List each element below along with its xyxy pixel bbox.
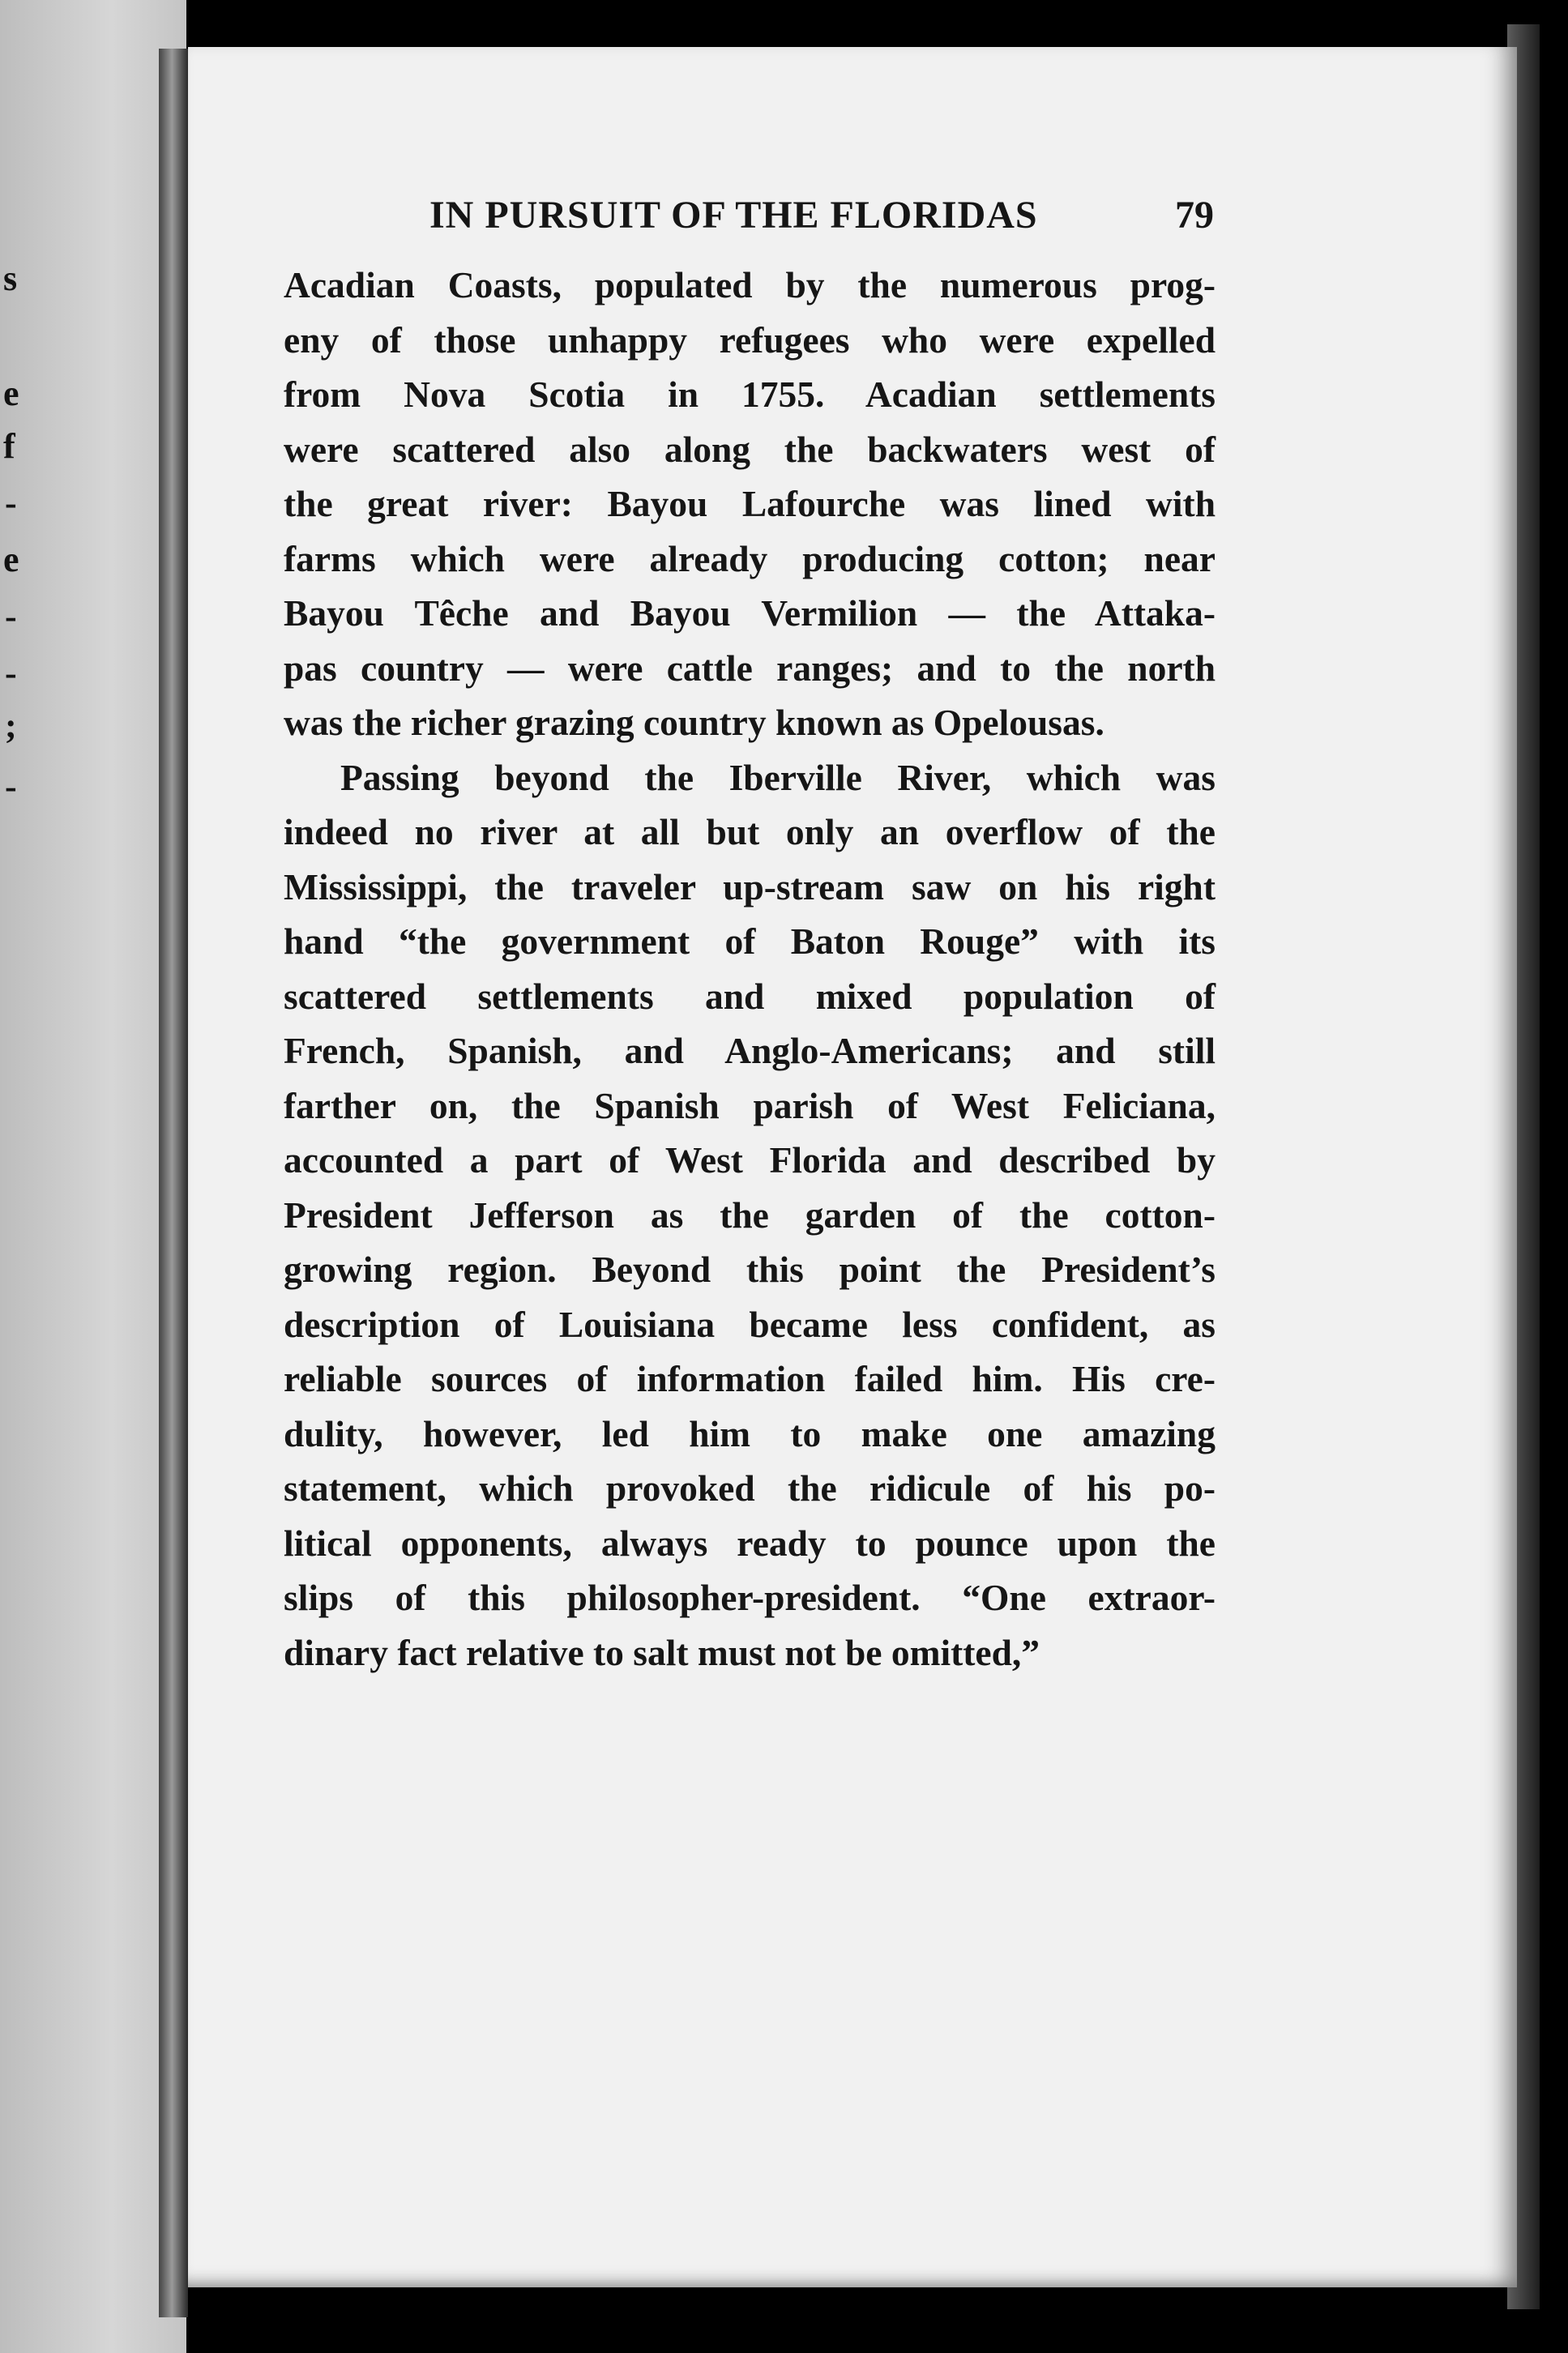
text-line: scattered settlements and mixed population of [284, 975, 1216, 1017]
page-number: 79 [1175, 194, 1214, 237]
text-line: litical opponents, always ready to pounce upon the [284, 1522, 1216, 1564]
text-line: reliable sources of information failed him. His cre- [284, 1358, 1216, 1399]
text-line: dinary fact relative to salt must not be omitted,” [284, 1631, 1040, 1673]
running-head: IN PURSUIT OF THE FLORIDAS [429, 194, 1038, 237]
text-line: was the richer grazing country known as Opelousas. [284, 702, 1104, 743]
text-line: description of Louisiana became less confident, as [284, 1303, 1216, 1345]
text-line: Passing beyond the Iberville River, which was [340, 756, 1216, 798]
text-line: farther on, the Spanish parish of West Feliciana, [284, 1084, 1216, 1126]
text-line: slips of this philosopher-president. “One extraor- [284, 1577, 1216, 1618]
text-line: farms which were already producing cotton; near [284, 537, 1216, 579]
text-line: indeed no river at all but only an overflow of the [284, 811, 1216, 852]
text-line: Bayou Têche and Bayou Vermilion — the Attaka- [284, 592, 1216, 634]
text-line: President Jefferson as the garden of the cotton- [284, 1194, 1216, 1236]
text-line: statement, which provoked the ridicule of his po- [284, 1467, 1216, 1509]
text-line: the great river: Bayou Lafourche was lined with [284, 483, 1216, 524]
facing-page-mark: - [5, 483, 17, 523]
text-line: eny of those unhappy refugees who were expelled [284, 318, 1216, 361]
text-line: French, Spanish, and Anglo-Americans; and still [284, 1030, 1216, 1071]
text-line: pas country — were cattle ranges; and to the north [284, 647, 1216, 689]
text-line: accounted a part of West Florida and described by [284, 1139, 1216, 1181]
facing-page-mark: e [3, 540, 19, 579]
text-line: growing region. Beyond this point the President’s [284, 1249, 1216, 1290]
text-line: Mississippi, the traveler up-stream saw on his right [284, 865, 1216, 907]
text-line: from Nova Scotia in 1755. Acadian settlements [284, 374, 1216, 415]
text-line: hand “the government of Baton Rouge” with its [284, 920, 1216, 962]
text-line: Acadian Coasts, populated by the numerous prog- [284, 264, 1216, 305]
body-text [284, 258, 1216, 1680]
facing-page-mark: f [3, 426, 15, 466]
facing-page-mark: - [5, 767, 17, 806]
facing-page-mark: - [5, 596, 17, 636]
facing-page-mark: s [3, 258, 18, 298]
book-gutter [159, 49, 188, 2317]
facing-page-mark: ; [5, 706, 17, 745]
text-line: were scattered also along the backwaters west of [284, 428, 1216, 470]
text-line: dulity, however, led him to make one amazing [284, 1412, 1216, 1454]
facing-page-mark: - [5, 653, 17, 693]
facing-page-mark: e [3, 374, 19, 413]
